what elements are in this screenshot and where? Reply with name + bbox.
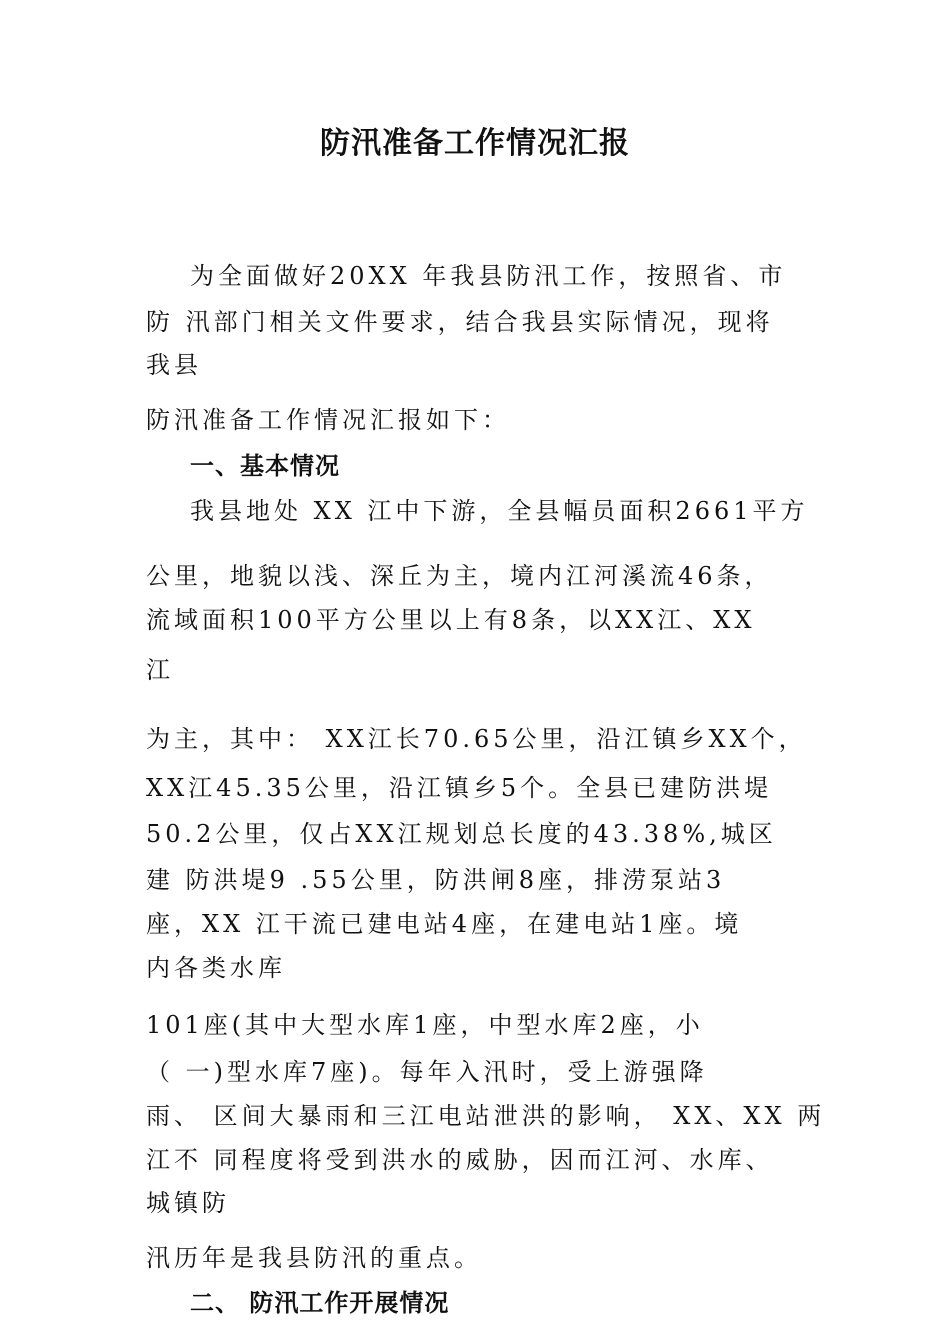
paragraph-line: 我县	[146, 351, 202, 379]
paragraph-line: 50.2公里，仅占XX江规划总长度的43.38%,城区	[146, 820, 777, 848]
paragraph-line: 座，XX 江干流已建电站4座，在建电站1座。境	[146, 910, 743, 938]
section-heading-2: 二、 防汛工作开展情况	[190, 1289, 450, 1317]
paragraph-line: 防 汛部门相关文件要求，结合我县实际情况，现将	[146, 308, 774, 336]
paragraph-line: （ 一)型水库7座)。每年入汛时，受上游强降	[146, 1058, 708, 1086]
paragraph-line: 江不 同程度将受到洪水的威胁，因而江河、水库、	[146, 1146, 774, 1174]
paragraph-line: 流域面积100平方公里以上有8条，以XX江、XX	[146, 606, 756, 634]
paragraph-line: 为全面做好20XX 年我县防汛工作，按照省、市	[190, 262, 787, 290]
paragraph-line: 建 防洪堤9 .55公里，防洪闸8座，排涝泵站3	[146, 866, 726, 894]
paragraph-line: 101座(其中大型水库1座，中型水库2座，小	[146, 1011, 704, 1039]
document-title: 防汛准备工作情况汇报	[320, 126, 630, 161]
paragraph-line: 汛历年是我县防汛的重点。	[146, 1244, 482, 1272]
section-heading-1: 一、基本情况	[190, 452, 340, 480]
paragraph-line: XX江45.35公里，沿江镇乡5个。全县已建防洪堤	[146, 774, 773, 802]
paragraph-line: 我县地处 XX 江中下游，全县幅员面积2661平方	[190, 497, 809, 525]
paragraph-line: 公里，地貌以浅、深丘为主，境内江河溪流46条，	[146, 562, 773, 590]
paragraph-line: 内各类水库	[146, 954, 286, 982]
paragraph-line: 城镇防	[146, 1189, 230, 1217]
paragraph-line: 防汛准备工作情况汇报如下：	[146, 406, 510, 434]
paragraph-line: 江	[146, 656, 174, 684]
paragraph-line: 为主，其中： XX江长70.65公里，沿江镇乡XX个，	[146, 725, 807, 753]
paragraph-line: 雨、 区间大暴雨和三江电站泄洪的影响， XX、XX 两	[146, 1102, 826, 1130]
